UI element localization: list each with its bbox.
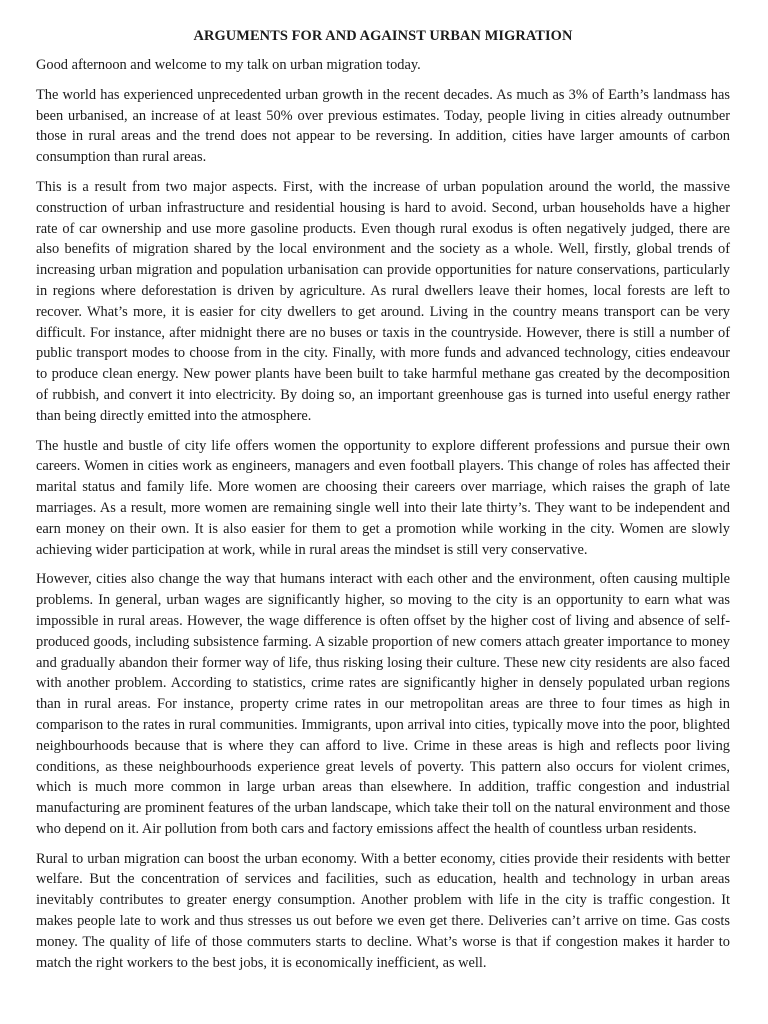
paragraph-greeting: Good afternoon and welcome to my talk on urban migration today.: [36, 57, 421, 73]
document-title: ARGUMENTS FOR AND AGAINST URBAN MIGRATION: [193, 28, 573, 44]
paragraph-women-careers: The hustle and bustle of city life offers women the opportunity to explore different professions and pursue their own careers. Women in cities work as engineers, managers and even football players. This change of roles has affected their marital status and family life. More women are choosing their careers over marriage, which raises the graph of late marriages. As a result, more women are remaining single well into their late thirty’s. They want to be independent and earn money on their own. It is also easier for them to get a promotion while working in the city. Women are slowly achieving wider participation at work, while in rural areas the mindset is still very conservative.: [36, 437, 730, 558]
paragraph-problems: However, cities also change the way that humans interact with each other and the environment, often causing multiple problems. In general, urban wages are significantly higher, so moving to the city is an opportunity to earn what was impossible in rural areas. However, the wage difference is often offset by the higher cost of living and absence of self-produced goods, including subsistence farming. A sizable proportion of new comers attach greater importance to money and gradually abandon their former way of life, thus risking losing their culture. These new city residents are also faced with another problem. According to statistics, crime rates are significantly higher in densely populated urban regions than in rural areas. For instance, property crime rates in our metropolitan areas are three to four times as high in comparison to the rates in rural communities. Immigrants, upon arrival into cities, typically move into the poor, blighted neighbourhoods because that is where they can afford to live. Crime in these areas is high and reflects poor living conditions, as these neighbourhoods experience great levels of poverty. This pattern also occurs for violent crimes, which is much more common in large urban areas than elsewhere. In addition, traffic congestion and industrial manufacturing are prominent features of the urban landscape, which take their toll on the natural environment and those who depend on it. Air pollution from both cars and factory emissions affect the health of countless urban residents.: [36, 571, 730, 837]
paragraph-benefits: This is a result from two major aspects. First, with the increase of urban population around the world, the massive construction of urban infrastructure and residential housing is hard to avoid. Second, urban households have a higher rate of car ownership and use more gasoline products. Even though rural exodus is often negatively judged, there are also benefits of migration shared by the local environment and the society as a whole. Well, firstly, global trends of increasing urban migration and population urbanisation can provide opportunities for nature conservations, particularly in regions where deforestation is driven by agriculture. As rural dwellers leave their homes, local forests are left to recover. What’s more, it is easier for city dwellers to get around. Living in the country means transport can be very difficult. For instance, after midnight there are no buses or taxis in the countryside. However, there is still a number of public transport modes to choose from in the city. Finally, with more funds and advanced technology, cities endeavour to produce clean energy. New power plants have been built to take harmful methane gas created by the decomposition of rubbish, and convert it into electricity. By doing so, an important greenhouse gas is turned into useful energy rather than being directly emitted into the atmosphere.: [36, 178, 730, 424]
paragraph-economy: Rural to urban migration can boost the urban economy. With a better economy, cities provide their residents with better welfare. But the concentration of services and facilities, such as education, health and technology in urban areas inevitably contributes to greater energy consumption. Another problem with life in the city is traffic congestion. It makes people late to work and thus stresses us out before we even get there. Deliveries can’t arrive on time. Gas costs money. The quality of life of those commuters starts to decline. What’s worse is that if congestion makes it harder to match the right workers to the best jobs, it is economically inefficient, as well.: [36, 850, 730, 971]
paragraph-urban-growth: The world has experienced unprecedented urban growth in the recent decades. As much as 3% of Earth’s landmass has been urbanised, an increase of at least 50% over previous estimates. Today, people living in cities already outnumber those in rural areas and the trend does not appear to be reversing. In addition, cities have larger amounts of carbon consumption than rural areas.: [36, 86, 730, 166]
